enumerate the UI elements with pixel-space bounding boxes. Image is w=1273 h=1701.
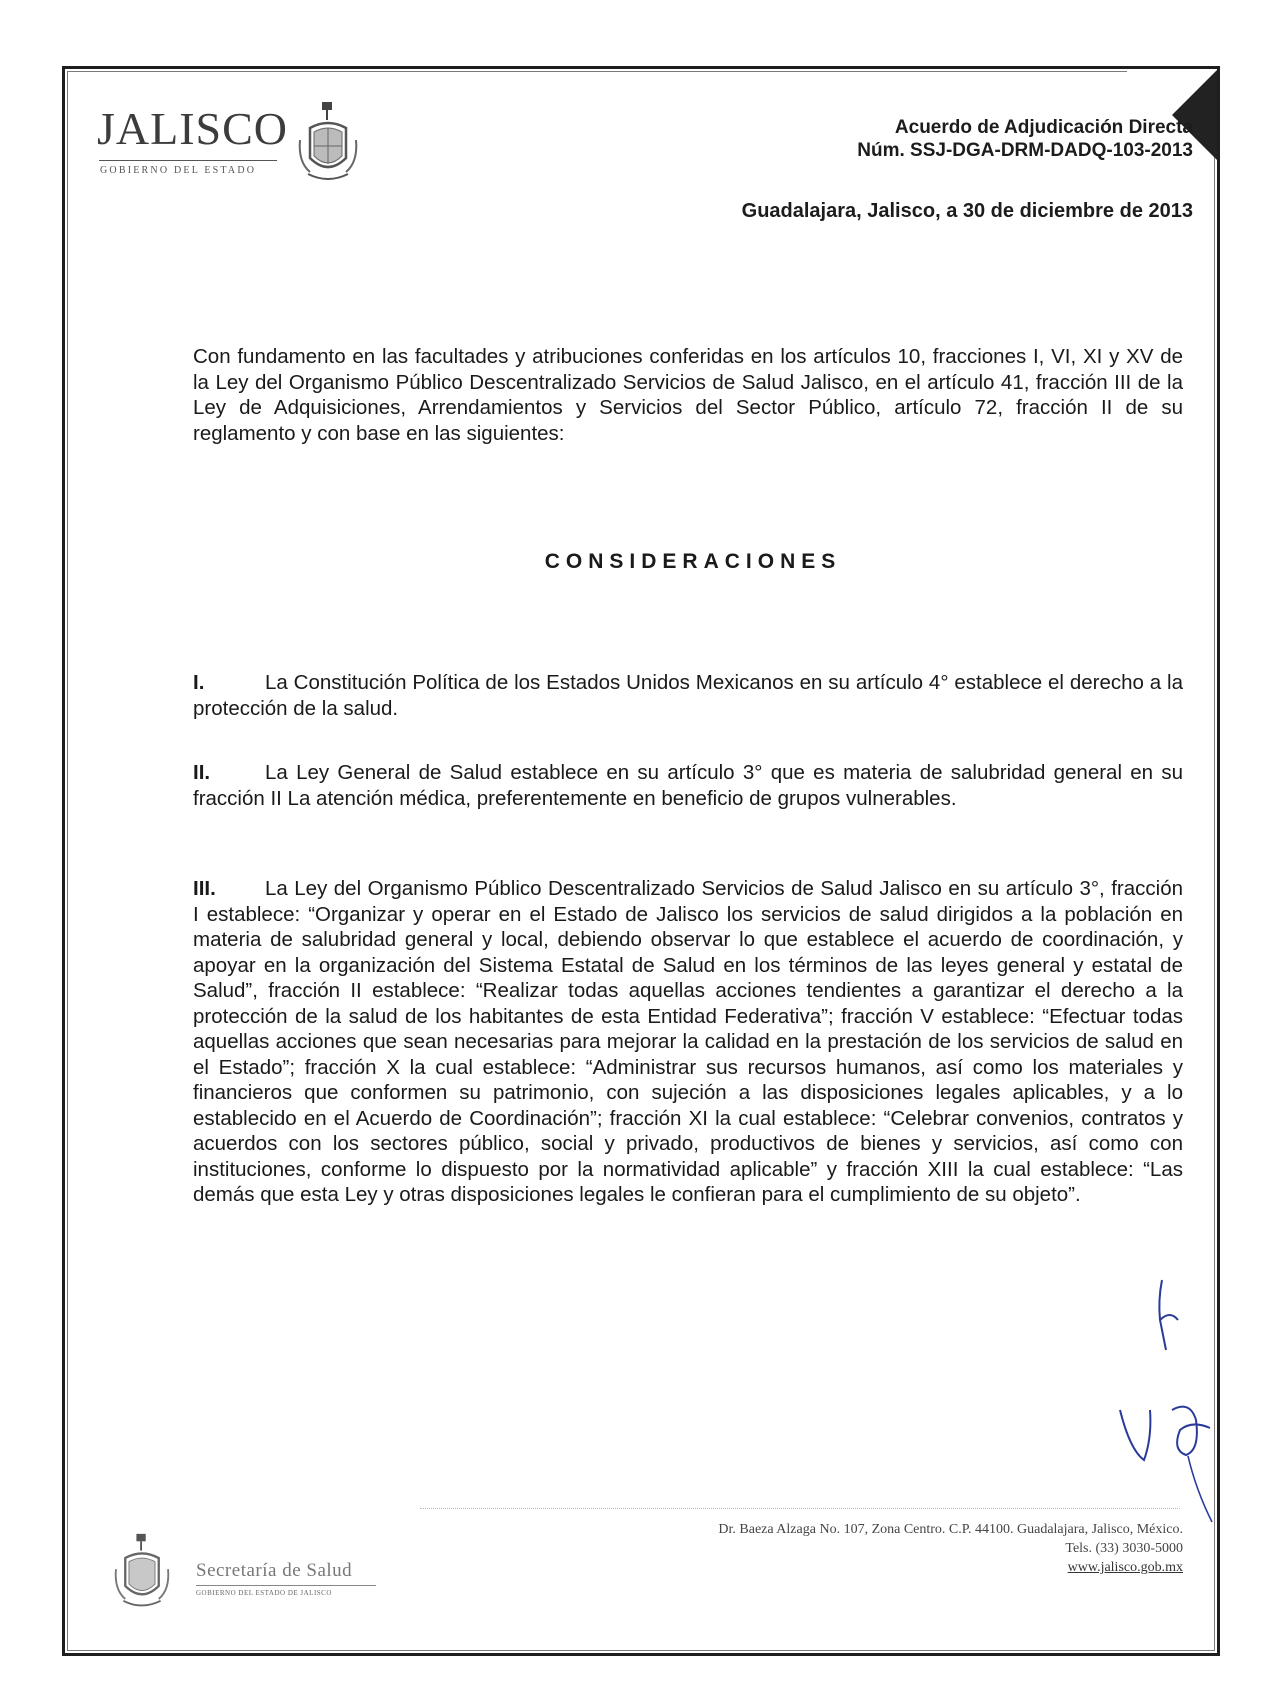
item-text: La Ley General de Salud establece en su artículo 3° que es materia de salubridad general en su fracción II La atención médica, preferentemente en beneficio de grupos vulnerables. (193, 761, 1183, 810)
item-text: La Ley del Organismo Público Descentralizado Servicios de Salud Jalisco en su artículo 3°, fracción I establece: “Organizar y operar en el Estado de Jalisco los servicios de salud dirigidos a la población en materia de salubridad general y local, debiendo observar lo que establece el acuerdo de coordinación, y apoyar en la organización del Sistema Estatal de Salud en los términos de las leyes general y estatal de Salud”, fracción II establece: “Realizar todas aquellas acciones tendientes a garantizar el derecho a la protección de la salud de los habitantes de esta Entidad Federativa”; fracción V establece: “Efectuar todas aquellas acciones que sean necesarias para mejorar la calidad en la prestación de los servicios de salud en el Estado”; fracción X la cual establece: “Administrar sus recursos humanos, así como los materiales y financieros que conformen su patrimonio, con sujeción a las disposiciones legales aplicables, y a lo establecido en el Acuerdo de Coordinación”; fracción XI la cual establece: “Celebrar convenios, contratos y acuerdos con los sectores público, social y privado, productivos de bienes y servicios, así como con instituciones, conforme lo dispuesto por la normatividad aplicable” y fracción XIII la cual establece: “Las demás que esta Ley y otras disposiciones legales le confieran para el cumplimiento de su objeto”. (193, 877, 1183, 1206)
consideration-item (193, 670, 1183, 721)
consideration-item (193, 760, 1183, 811)
footer-divider (420, 1508, 1180, 1510)
coat-of-arms-small-icon (112, 1532, 172, 1612)
secretaria-logo (196, 1560, 376, 1597)
logo-subtitle: GOBIERNO DEL ESTADO (100, 165, 257, 176)
item-text: La Constitución Política de los Estados Unidos Mexicanos en su artículo 4° establece el derecho a la protección de la salud. (193, 671, 1183, 720)
item-number: III. (193, 877, 216, 900)
document-number: Núm. SSJ-DGA-DRM-DADQ-103-2013 (857, 140, 1193, 161)
document-type: Acuerdo de Adjudicación Directa (894, 117, 1193, 138)
secretaria-name: Secretaría de Salud (196, 1560, 353, 1581)
item-number: I. (193, 671, 205, 694)
coat-of-arms-icon (296, 100, 360, 186)
secretaria-rule (196, 1585, 376, 1586)
consideration-item (193, 876, 1183, 1208)
section-heading: CONSIDERACIONES (544, 550, 842, 573)
handwritten-initials (1100, 1260, 1250, 1540)
footer-address: Dr. Baeza Alzaga No. 107, Zona Centro. C.P. 44100. Guadalajara, Jalisco, México. (718, 1522, 1183, 1537)
jalisco-logo (97, 103, 289, 176)
logo-word: JALISCO (97, 103, 289, 154)
intro-paragraph: Con fundamento en las facultades y atribuciones conferidas en los artículos 10, fracciones I, VI, XI y XV de la Ley del Organismo Público Descentralizado Servicios de Salud Jalisco, en el artículo 41, fracción III de la Ley de Adquisiciones, Arrendamientos y Servicios del Sector Público, artículo 72, fracción II de su reglamento y con base en las siguientes: (193, 345, 1183, 445)
document-header (857, 116, 1193, 162)
footer-phones: Tels. (33) 3030-5000 (1065, 1541, 1183, 1556)
logo-rule (99, 160, 277, 161)
page-border-inner (67, 71, 1215, 1651)
secretaria-subtitle: GOBIERNO DEL ESTADO DE JALISCO (196, 1589, 332, 1597)
footer-website-link[interactable]: www.jalisco.gob.mx (1067, 1560, 1183, 1575)
document-date: Guadalajara, Jalisco, a 30 de diciembre de 2013 (741, 200, 1193, 222)
item-number: II. (193, 761, 211, 784)
footer-address-block (718, 1520, 1183, 1577)
